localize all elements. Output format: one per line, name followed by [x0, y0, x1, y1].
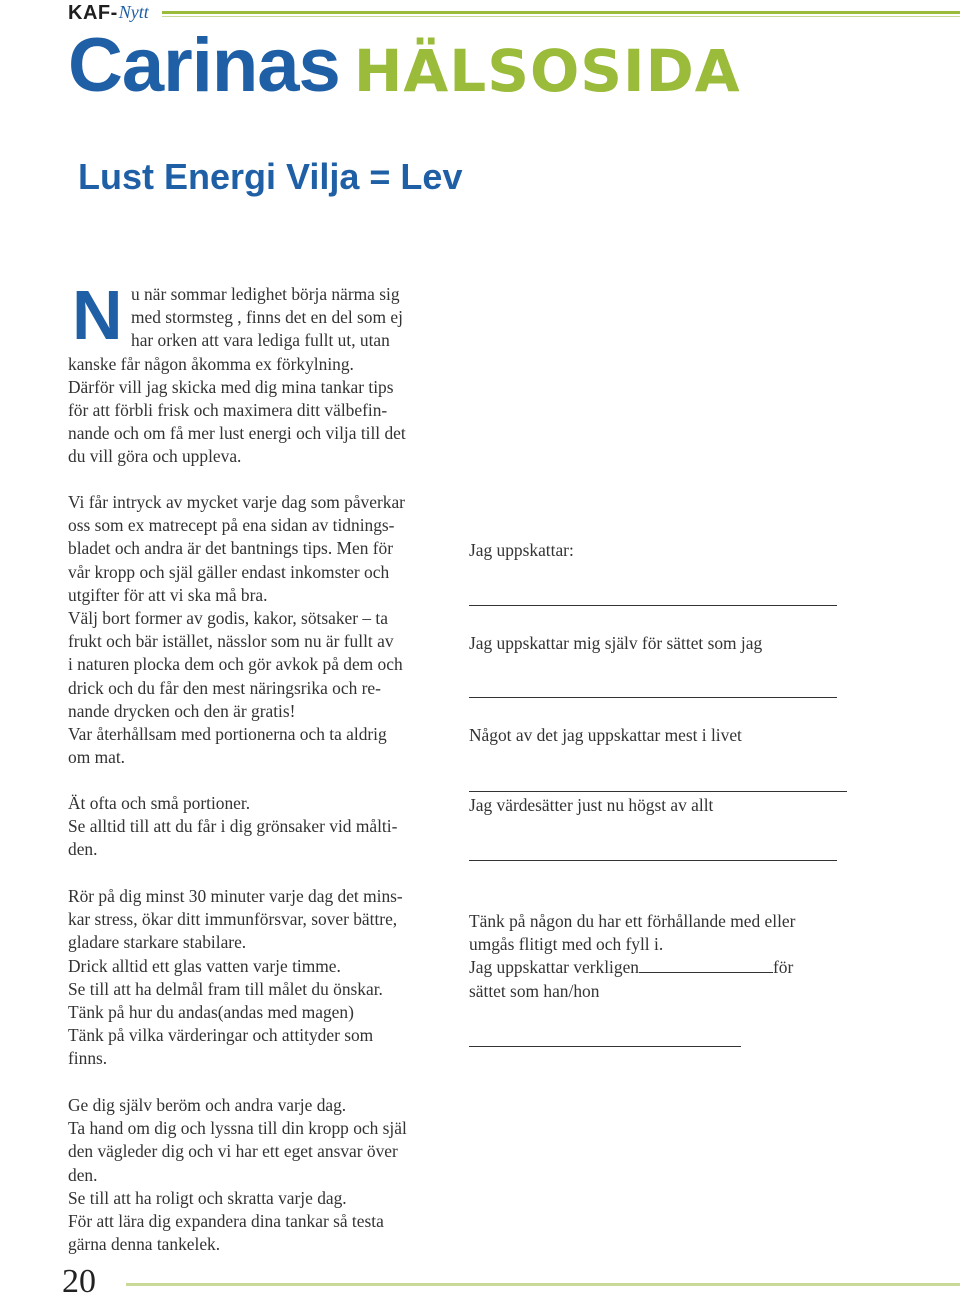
text-line: om mat.: [68, 747, 125, 768]
text-line: gärna denna tankelek.: [68, 1234, 221, 1255]
header-rule-thin: [162, 16, 960, 17]
prompt-part: Jag uppskattar verkligen: [469, 957, 639, 978]
prompt-appreciate: Jag uppskattar:: [469, 540, 574, 560]
text-line: frukt och bär istället, nässlor som nu är fullt av: [68, 631, 394, 652]
intro-line: u när sommar ledighet börja närma sig: [131, 284, 400, 304]
intro-indented-lines: [131, 283, 403, 353]
paragraph-exercise: [68, 885, 403, 1071]
text-line: gladare starkare stabilare.: [68, 932, 247, 953]
text-line: vår kropp och själ gäller endast inkomster och: [68, 561, 390, 582]
intro-line: Därför vill jag skicka med dig mina tankar tips: [68, 376, 394, 397]
intro-line: med stormsteg , finns det en del som ej: [131, 307, 403, 328]
prompt-value-most: Jag värdesätter just nu högst av allt: [469, 795, 714, 815]
text-line: [469, 956, 795, 979]
prompt-appreciate-most: Något av det jag uppskattar mest i livet: [469, 725, 742, 745]
page-number: 20: [62, 1263, 96, 1300]
intro-line: nande och om få mer lust energi och vilja till det: [68, 423, 406, 444]
answer-line: [469, 1046, 741, 1047]
text-line: Se till att ha delmål fram till målet du önskar.: [68, 978, 383, 999]
header-rule: [162, 11, 960, 14]
text-line: bladet och andra är det bantnings tips. Men för: [68, 538, 394, 559]
text-line: Tänk på vilka värderingar och attityder som: [68, 1025, 374, 1046]
text-line: den.: [68, 1164, 98, 1185]
drop-cap: N: [72, 276, 123, 354]
brand-nytt: Nytt: [118, 2, 149, 22]
text-line: i naturen plocka dem och gör avkok på dem och: [68, 654, 403, 675]
intro-line: du vill göra och uppleva.: [68, 446, 242, 467]
text-line: kar stress, ökar ditt immunförsvar, sover bättre,: [68, 909, 398, 930]
prompt-part: för: [773, 957, 794, 978]
paragraph-self-care: [68, 1094, 407, 1256]
paragraph-intake: [68, 491, 405, 769]
text-line: Ge dig själv beröm och andra varje dag.: [68, 1095, 347, 1115]
text-line: Se till att ha roligt och skratta varje dag.: [68, 1187, 347, 1208]
text-line: Rör på dig minst 30 minuter varje dag det mins-: [68, 886, 403, 906]
title-carinas: Carinas: [68, 23, 340, 108]
text-line: Se alltid till att du får i dig grönsaker vid målti-: [68, 816, 398, 837]
intro-line: har orken att vara lediga fullt ut, utan: [131, 330, 390, 351]
intro-line: kanske får någon åkomma ex förkylning.: [68, 353, 354, 374]
inline-answer-line: [639, 957, 773, 973]
text-line: Välj bort former av godis, kakor, sötsaker – ta: [68, 607, 388, 628]
text-line: Ät ofta och små portioner.: [68, 793, 251, 813]
intro-line: för att förbli frisk och maximera ditt välbefin-: [68, 399, 388, 420]
text-line: Tänk på hur du andas(andas med magen): [68, 1001, 354, 1022]
text-line: Vi får intryck av mycket varje dag som påverkar: [68, 492, 405, 512]
text-line: oss som ex matrecept på ena sidan av tidnings-: [68, 515, 395, 536]
text-line: nande drycken och den är gratis!: [68, 700, 296, 721]
answer-line: [469, 605, 837, 606]
text-line: utgifter för att vi ska må bra.: [68, 584, 268, 605]
article-subtitle: Lust Energi Vilja = Lev: [78, 156, 463, 197]
text-line: För att lära dig expandera dina tankar så testa: [68, 1210, 384, 1231]
answer-line: [469, 697, 837, 698]
intro-full-lines: [68, 353, 406, 469]
prompt-relationship: [469, 910, 795, 1003]
text-line: finns.: [68, 1048, 108, 1069]
text-line: Ta hand om dig och lyssna till din kropp och själ: [68, 1118, 407, 1139]
text-line: Var återhållsam med portionerna och ta aldrig: [68, 723, 387, 744]
paragraph-portions: [68, 792, 397, 862]
publication-brand: [68, 0, 149, 24]
answer-line: [469, 860, 837, 861]
text-line: umgås flitigt med och fyll i.: [469, 934, 664, 955]
text-line: sättet som han/hon: [469, 980, 600, 1001]
text-line: Tänk på någon du har ett förhållande med eller: [469, 911, 796, 931]
page-title: [68, 24, 741, 129]
brand-kaf: KAF-: [68, 2, 118, 24]
title-halsosida: HÄLSOSIDA: [353, 37, 741, 105]
text-line: den vägleder dig och vi har ett eget ansvar över: [68, 1141, 398, 1162]
footer-rule: [126, 1283, 960, 1286]
text-line: den.: [68, 839, 98, 860]
text-line: drick och du får den mest näringsrika och re-: [68, 677, 381, 698]
text-line: Drick alltid ett glas vatten varje timme.: [68, 955, 341, 976]
prompt-appreciate-myself: Jag uppskattar mig själv för sättet som jag: [469, 633, 763, 653]
answer-line: [469, 791, 847, 792]
